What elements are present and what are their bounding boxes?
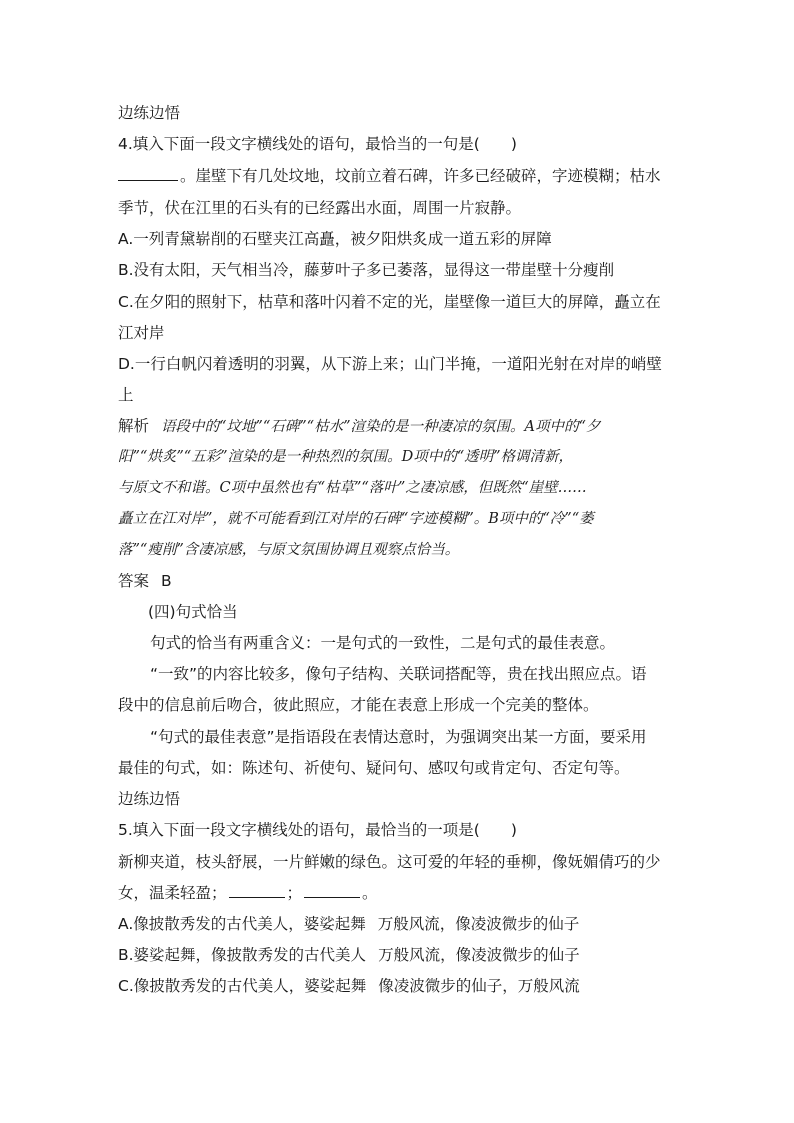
- option-b-part-2: 万般风流，像凌波微步的仙子: [378, 946, 580, 964]
- question-4-option-d-line-2: 上: [118, 386, 134, 404]
- answer-value: B: [161, 572, 172, 590]
- section-label: 边练边悟: [118, 104, 181, 122]
- answer-blank-2: [304, 883, 360, 898]
- question-5-passage-line-1: 新柳夹道，枝头舒展，一片鲜嫩的绿色。这可爱的年轻的垂柳，像妩媚倩巧的少: [118, 853, 661, 871]
- question-4-option-a: A.一列青黛崭削的石壁夹江高矗，被夕阳烘炙成一道五彩的屏障: [118, 230, 552, 248]
- answer-blank: [118, 166, 178, 181]
- analysis-line-5: 落”“瘦削”含凄凉感，与原文氛围协调且观察点恰当。: [118, 542, 460, 558]
- question-4-option-d-line-1: D.一行白帆闪着透明的羽翼，从下游上来；山门半掩，一道阳光射在对岸的峭壁: [118, 355, 662, 373]
- paragraph-3-line-1: “句式的最佳表意”是指语段在表情达意时，为强调突出某一方面，要采用: [150, 728, 647, 746]
- question-5-passage-line-2: [118, 883, 378, 903]
- passage-end: 。: [362, 884, 378, 902]
- option-c-part-2: 像凌波微步的仙子，万般风流: [378, 977, 580, 995]
- option-a-part-2: 万般风流，像凌波微步的仙子: [377, 915, 580, 933]
- question-5-option-a: [118, 914, 579, 934]
- analysis-text: 语段中的“坟地”“石碑”“枯水”渲染的是一种凄凉的氛围。A项中的“夕: [161, 419, 601, 435]
- question-5-option-c: [118, 976, 580, 996]
- question-4-option-c-line-1: C.在夕阳的照射下，枯草和落叶闪着不定的光，崖壁像一道巨大的屏障，矗立在: [118, 293, 661, 311]
- analysis-line-3: 与原文不和谐。C项中虽然也有“枯草”“落叶”之凄凉感，但既然“崖壁……: [118, 480, 587, 496]
- section-heading: (四)句式恰当: [148, 603, 238, 621]
- paragraph-2-line-1: “一致”的内容比较多，像句子结构、关联词搭配等，贵在找出照应点。语: [150, 665, 647, 683]
- option-c-part-1: C.像披散秀发的古代美人，婆娑起舞: [118, 977, 367, 995]
- analysis-line-1: [118, 416, 600, 437]
- paragraph-3-line-2: 最佳的句式，如：陈述句、祈使句、疑问句、感叹句或肯定句、否定句等。: [118, 759, 630, 777]
- option-a-part-1: A.像披散秀发的古代美人，婆娑起舞: [118, 915, 366, 933]
- question-4-passage-line-2: 季节，伏在江里的石头有的已经露出水面，周围一片寂静。: [118, 199, 522, 217]
- passage-text: 女，温柔轻盈；: [118, 884, 227, 902]
- question-4-passage-line-1: [118, 166, 661, 186]
- answer-blank-1: [229, 883, 285, 898]
- question-4-option-b: B.没有太阳，天气相当冷，藤萝叶子多已萎落，显得这一带崖壁十分瘦削: [118, 261, 615, 279]
- section-label: 边练边悟: [118, 790, 181, 808]
- paragraph-2-line-2: 段中的信息前后吻合，彼此照应，才能在表意上形成一个完美的整体。: [118, 696, 599, 714]
- paragraph-1: 句式的恰当有两重含义：一是句式的一致性，二是句式的最佳表意。: [150, 634, 616, 652]
- answer-line: [118, 571, 172, 591]
- question-4-stem: 4.填入下面一段文字横线处的语句，最恰当的一句是( ): [118, 135, 517, 153]
- passage-separator: ；: [286, 884, 303, 902]
- analysis-line-2: 阳”“烘炙”“五彩”渲染的是一种热烈的氛围。D项中的“透明”格调清新，: [118, 449, 574, 465]
- analysis-label: 解析: [118, 417, 150, 435]
- question-5-option-b: [118, 945, 580, 965]
- passage-text: 。崖壁下有几处坟地，坟前立着石碑，许多已经破碎，字迹模糊；枯水: [180, 167, 661, 185]
- option-b-part-1: B.婆娑起舞，像披散秀发的古代美人: [118, 946, 367, 964]
- question-5-stem: 5.填入下面一段文字横线处的语句，最恰当的一项是( ): [118, 821, 517, 839]
- analysis-line-4: 矗立在江对岸”，就不可能看到江对岸的石碑“字迹模糊”。B项中的“冷”“萎: [118, 511, 594, 527]
- answer-label: 答案: [118, 572, 150, 590]
- question-4-option-c-line-2: 江对岸: [118, 324, 165, 342]
